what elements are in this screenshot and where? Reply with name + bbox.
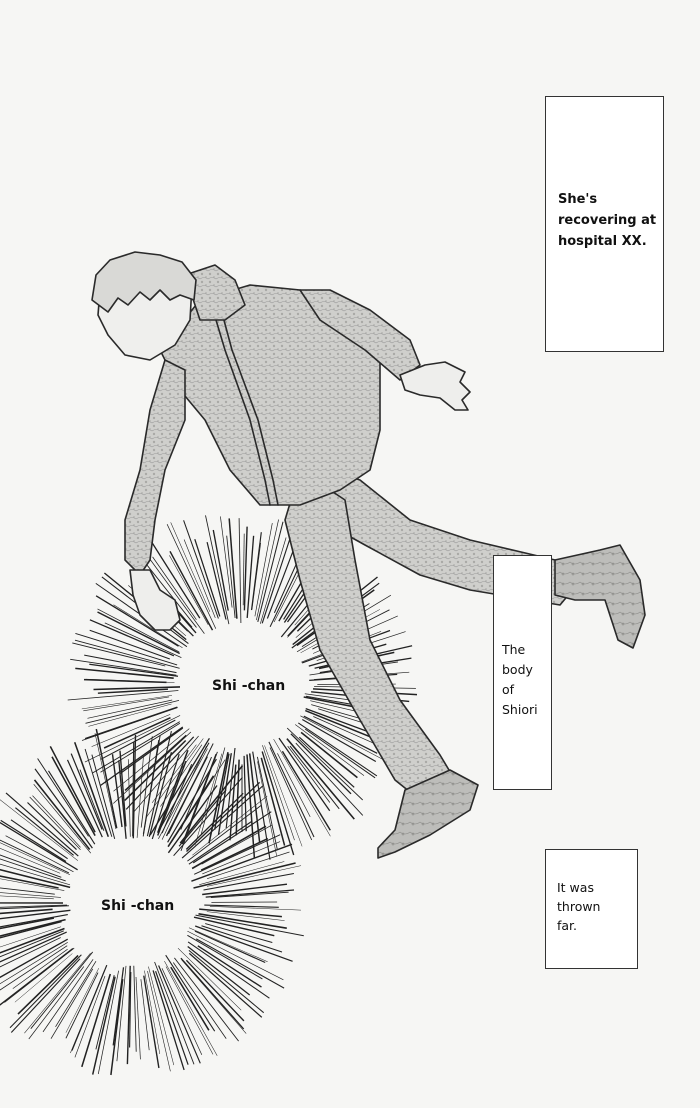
speed-line [187, 931, 283, 980]
speed-line [243, 534, 244, 606]
speed-line [43, 959, 93, 1032]
speed-line [136, 977, 140, 1059]
front-boot [378, 770, 478, 858]
speed-line [290, 746, 339, 809]
raised-boot [555, 545, 645, 648]
narration-box-hospital [545, 96, 664, 352]
speed-line [244, 527, 247, 611]
speed-line [287, 728, 363, 800]
speed-line [265, 745, 303, 846]
speed-line [207, 866, 301, 887]
speed-line [171, 967, 209, 1030]
speed-line [277, 753, 310, 817]
speed-line [92, 755, 115, 839]
speed-line [153, 970, 184, 1070]
speed-line [128, 759, 130, 836]
narration-text-body: The body of Shiori [502, 642, 538, 717]
speed-line [274, 739, 331, 836]
speed-line [244, 756, 246, 831]
sound-effect-upper: Shi -chan [212, 678, 286, 694]
speed-line [305, 729, 375, 778]
speed-line [296, 743, 363, 815]
speed-line [256, 520, 278, 621]
speed-line [83, 697, 169, 711]
speed-line [178, 948, 241, 1010]
speed-line [82, 974, 111, 1067]
speed-line [88, 700, 173, 718]
speed-line [162, 764, 192, 833]
speed-line [204, 905, 278, 907]
speed-line [206, 890, 294, 897]
narration-text-thrown: It was thrown far. [557, 880, 601, 933]
speed-line [252, 543, 261, 610]
speed-line [186, 793, 243, 849]
narration-text-hospital: She's recovering at hospital XX. [558, 192, 657, 249]
speed-line [194, 835, 280, 875]
speed-line [6, 836, 74, 872]
speed-line [66, 968, 99, 1033]
narration-box-body [493, 555, 552, 790]
speed-line [247, 754, 254, 858]
speed-line [262, 745, 294, 840]
speed-line [148, 967, 173, 1066]
speed-line [156, 971, 189, 1064]
speed-line [0, 909, 53, 915]
speed-line [198, 946, 262, 987]
narration-box-thrown [545, 849, 638, 969]
sound-effect-lower: Shi -chan [101, 898, 175, 914]
speed-line [24, 953, 90, 1033]
speed-line [71, 754, 102, 830]
speed-line [239, 518, 241, 623]
speed-line [261, 758, 284, 846]
speed-line [35, 769, 92, 848]
speed-line [0, 868, 59, 888]
